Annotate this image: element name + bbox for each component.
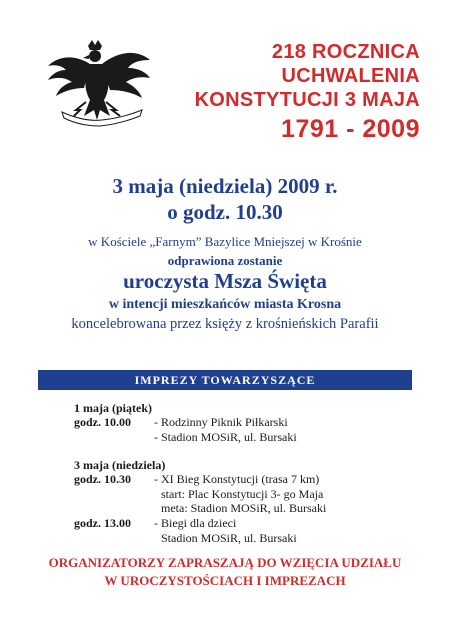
heading-line-1: 218 ROCZNICA <box>271 41 420 63</box>
day2-run: - XI Bieg Konstytucji (trasa 7 km) <box>154 472 320 486</box>
church-location: w Kościele „Farnym” Bazylice Mniejszej w Krośnie <box>88 234 362 249</box>
day2-kids-venue: Stadion MOSiR, ul. Bursaki <box>161 531 297 545</box>
intention-text: w intencji mieszkańców miasta Krosna <box>108 297 342 312</box>
footer-line-1: ORGANIZATORZY ZAPRASZAJĄ DO WZIĘCIA UDZIAŁU <box>48 555 402 570</box>
day2-heading: 3 maja (niedziela) <box>74 458 166 472</box>
event-date: 3 maja (niedziela) 2009 r. <box>112 174 338 198</box>
day1-venue: - Stadion MOSiR, ul. Bursaki <box>154 430 297 444</box>
footer-line-2: W UROCZYSTOŚCIACH I IMPREZACH <box>104 573 346 588</box>
celebrated-text: odprawiona zostanie <box>167 253 283 268</box>
events-banner: IMPREZY TOWARZYSZĄCE <box>38 370 412 390</box>
heading-line-3: KONSTYTUCJI 3 MAJA <box>194 89 420 111</box>
heading-years: 1791 - 2009 <box>281 115 420 143</box>
day1-heading: 1 maja (piątek) <box>74 401 152 415</box>
event-time: o godz. 10.30 <box>167 200 283 224</box>
day2-time-1: godz. 10.30 <box>74 472 131 486</box>
day1-event: - Rodzinny Piknik Piłkarski <box>154 415 288 429</box>
day2-time-2: godz. 13.00 <box>74 516 131 530</box>
day2-kids-run: - Biegi dla dzieci <box>154 516 237 530</box>
polish-eagle-icon <box>44 40 154 130</box>
day2-finish: meta: Stadion MOSiR, ul. Bursaki <box>161 501 327 515</box>
day2-start: start: Plac Konstytucji 3- go Maja <box>161 487 324 501</box>
concelebrated-text: koncelebrowana przez księży z krośnieńskich Parafii <box>71 316 379 332</box>
heading-line-2: UCHWALENIA <box>281 65 420 87</box>
day1-time: godz. 10.00 <box>74 415 131 429</box>
anniversary-heading <box>150 40 420 144</box>
mass-title: uroczysta Msza Święta <box>123 269 327 293</box>
